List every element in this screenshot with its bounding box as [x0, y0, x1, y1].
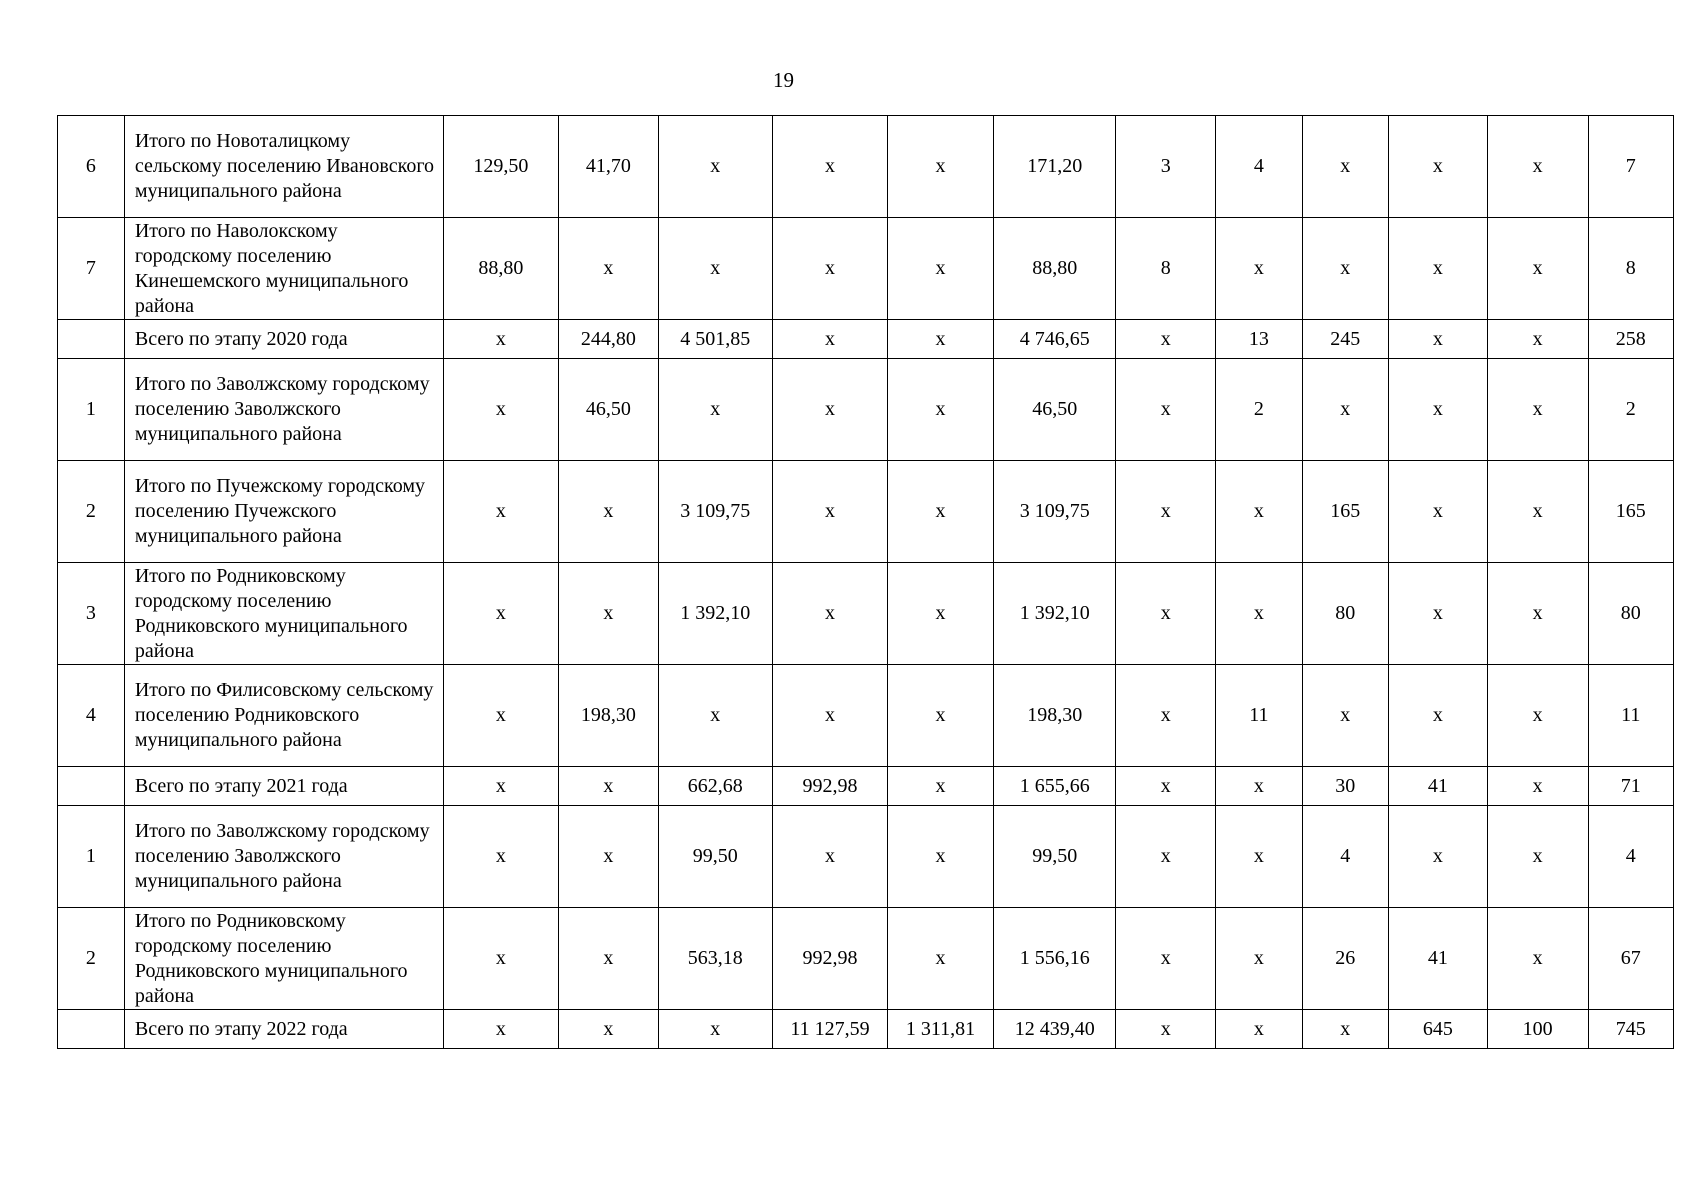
cell: х: [658, 359, 772, 461]
row-name: Итого по Наволокскому городскому поселению Кинешемского муниципального района: [124, 218, 443, 320]
cell: 645: [1388, 1010, 1487, 1049]
cell: 12 439,40: [994, 1010, 1116, 1049]
table-row: [58, 320, 1674, 359]
cell: 1 392,10: [994, 563, 1116, 665]
cell: х: [1302, 218, 1388, 320]
cell: х: [1388, 461, 1487, 563]
table-row: [58, 116, 1674, 218]
cell: х: [1216, 461, 1302, 563]
cell: х: [888, 563, 994, 665]
table-row: [58, 359, 1674, 461]
cell: х: [1388, 218, 1487, 320]
cell: х: [1116, 461, 1216, 563]
cell: х: [1487, 320, 1588, 359]
cell: 88,80: [443, 218, 558, 320]
cell: 13: [1216, 320, 1302, 359]
cell: х: [888, 665, 994, 767]
cell: 4 501,85: [658, 320, 772, 359]
cell: 46,50: [994, 359, 1116, 461]
cell: 2: [1216, 359, 1302, 461]
cell: х: [1487, 806, 1588, 908]
cell: х: [1388, 806, 1487, 908]
cell: х: [1216, 1010, 1302, 1049]
cell: х: [443, 767, 558, 806]
row-name: Итого по Новоталицкому сельскому поселению Ивановского муниципального района: [124, 116, 443, 218]
cell: х: [1216, 806, 1302, 908]
cell: х: [772, 806, 887, 908]
row-name: Всего по этапу 2020 года: [124, 320, 443, 359]
cell: х: [1116, 767, 1216, 806]
cell: х: [658, 116, 772, 218]
cell: х: [888, 218, 994, 320]
row-number: 1: [58, 359, 125, 461]
cell: 80: [1302, 563, 1388, 665]
cell: х: [558, 1010, 658, 1049]
cell: 1 556,16: [994, 908, 1116, 1010]
page-number: 19: [773, 68, 794, 92]
cell: 198,30: [558, 665, 658, 767]
cell: 244,80: [558, 320, 658, 359]
cell: х: [772, 563, 887, 665]
cell: 1 311,81: [888, 1010, 994, 1049]
cell: х: [1216, 563, 1302, 665]
cell: 171,20: [994, 116, 1116, 218]
cell: х: [1487, 218, 1588, 320]
row-number: 4: [58, 665, 125, 767]
cell: х: [888, 767, 994, 806]
row-number: 2: [58, 908, 125, 1010]
cell: х: [558, 461, 658, 563]
row-name: Всего по этапу 2021 года: [124, 767, 443, 806]
cell: х: [1388, 359, 1487, 461]
cell: 662,68: [658, 767, 772, 806]
cell: х: [1216, 767, 1302, 806]
cell: х: [558, 563, 658, 665]
cell: х: [1487, 116, 1588, 218]
cell: х: [443, 359, 558, 461]
cell: х: [443, 806, 558, 908]
cell: х: [558, 218, 658, 320]
table-row: [58, 767, 1674, 806]
cell: х: [1116, 1010, 1216, 1049]
row-number: 2: [58, 461, 125, 563]
row-name: Итого по Пучежскому городскому поселению Пучежского муниципального района: [124, 461, 443, 563]
cell: 46,50: [558, 359, 658, 461]
cell: 198,30: [994, 665, 1116, 767]
row-name: Всего по этапу 2022 года: [124, 1010, 443, 1049]
cell: 7: [1588, 116, 1674, 218]
row-number: [58, 767, 125, 806]
cell: 1 655,66: [994, 767, 1116, 806]
cell: х: [1216, 218, 1302, 320]
cell: 11: [1588, 665, 1674, 767]
cell: х: [888, 908, 994, 1010]
cell: х: [443, 1010, 558, 1049]
cell: х: [658, 1010, 772, 1049]
table-row: [58, 1010, 1674, 1049]
cell: х: [443, 665, 558, 767]
cell: 4 746,65: [994, 320, 1116, 359]
cell: х: [1487, 461, 1588, 563]
cell: х: [1302, 665, 1388, 767]
row-name: Итого по Родниковскому городскому поселению Родниковского муниципального района: [124, 908, 443, 1010]
cell: х: [1388, 665, 1487, 767]
cell: х: [1388, 320, 1487, 359]
cell: 100: [1487, 1010, 1588, 1049]
cell: 3 109,75: [994, 461, 1116, 563]
cell: 165: [1302, 461, 1388, 563]
data-table: [57, 115, 1674, 1049]
cell: 3: [1116, 116, 1216, 218]
cell: х: [888, 116, 994, 218]
cell: 745: [1588, 1010, 1674, 1049]
cell: х: [1216, 908, 1302, 1010]
cell: х: [772, 359, 887, 461]
cell: 4: [1216, 116, 1302, 218]
table-row: [58, 665, 1674, 767]
cell: 88,80: [994, 218, 1116, 320]
cell: 992,98: [772, 767, 887, 806]
cell: х: [558, 806, 658, 908]
cell: х: [1116, 665, 1216, 767]
cell: х: [1116, 806, 1216, 908]
cell: 245: [1302, 320, 1388, 359]
cell: 4: [1302, 806, 1388, 908]
cell: х: [1487, 359, 1588, 461]
cell: х: [558, 908, 658, 1010]
row-number: [58, 320, 125, 359]
cell: 11 127,59: [772, 1010, 887, 1049]
cell: 71: [1588, 767, 1674, 806]
cell: 67: [1588, 908, 1674, 1010]
cell: 992,98: [772, 908, 887, 1010]
row-name: Итого по Филисовскому сельскому поселению Родниковского муниципального района: [124, 665, 443, 767]
cell: 3 109,75: [658, 461, 772, 563]
cell: х: [658, 665, 772, 767]
cell: х: [443, 908, 558, 1010]
cell: х: [1116, 563, 1216, 665]
row-number: 1: [58, 806, 125, 908]
cell: х: [658, 218, 772, 320]
cell: х: [443, 461, 558, 563]
table-row: [58, 563, 1674, 665]
cell: х: [888, 461, 994, 563]
cell: х: [888, 320, 994, 359]
row-number: 3: [58, 563, 125, 665]
cell: х: [1487, 908, 1588, 1010]
cell: 563,18: [658, 908, 772, 1010]
cell: х: [1302, 1010, 1388, 1049]
cell: 1 392,10: [658, 563, 772, 665]
cell: х: [558, 767, 658, 806]
table-row: [58, 218, 1674, 320]
cell: х: [772, 218, 887, 320]
cell: х: [1487, 665, 1588, 767]
row-name: Итого по Заволжскому городскому поселению Заволжского муниципального района: [124, 359, 443, 461]
cell: х: [443, 320, 558, 359]
cell: 26: [1302, 908, 1388, 1010]
cell: х: [772, 116, 887, 218]
cell: 11: [1216, 665, 1302, 767]
cell: х: [443, 563, 558, 665]
cell: 4: [1588, 806, 1674, 908]
cell: х: [1116, 359, 1216, 461]
cell: 8: [1116, 218, 1216, 320]
cell: 258: [1588, 320, 1674, 359]
row-number: 7: [58, 218, 125, 320]
row-number: [58, 1010, 125, 1049]
cell: 30: [1302, 767, 1388, 806]
cell: 99,50: [994, 806, 1116, 908]
cell: х: [1116, 320, 1216, 359]
cell: 41: [1388, 767, 1487, 806]
table-row: [58, 806, 1674, 908]
cell: х: [1487, 563, 1588, 665]
cell: х: [1388, 563, 1487, 665]
table-row: [58, 461, 1674, 563]
cell: х: [772, 461, 887, 563]
cell: 41,70: [558, 116, 658, 218]
cell: х: [888, 806, 994, 908]
cell: 41: [1388, 908, 1487, 1010]
cell: 2: [1588, 359, 1674, 461]
cell: х: [1302, 359, 1388, 461]
cell: х: [1302, 116, 1388, 218]
cell: 165: [1588, 461, 1674, 563]
cell: 129,50: [443, 116, 558, 218]
row-name: Итого по Родниковскому городскому поселению Родниковского муниципального района: [124, 563, 443, 665]
row-number: 6: [58, 116, 125, 218]
cell: 80: [1588, 563, 1674, 665]
cell: х: [1116, 908, 1216, 1010]
cell: х: [772, 320, 887, 359]
cell: х: [888, 359, 994, 461]
cell: х: [1487, 767, 1588, 806]
row-name: Итого по Заволжскому городскому поселению Заволжского муниципального района: [124, 806, 443, 908]
table-row: [58, 908, 1674, 1010]
cell: х: [1388, 116, 1487, 218]
cell: 8: [1588, 218, 1674, 320]
cell: 99,50: [658, 806, 772, 908]
cell: х: [772, 665, 887, 767]
